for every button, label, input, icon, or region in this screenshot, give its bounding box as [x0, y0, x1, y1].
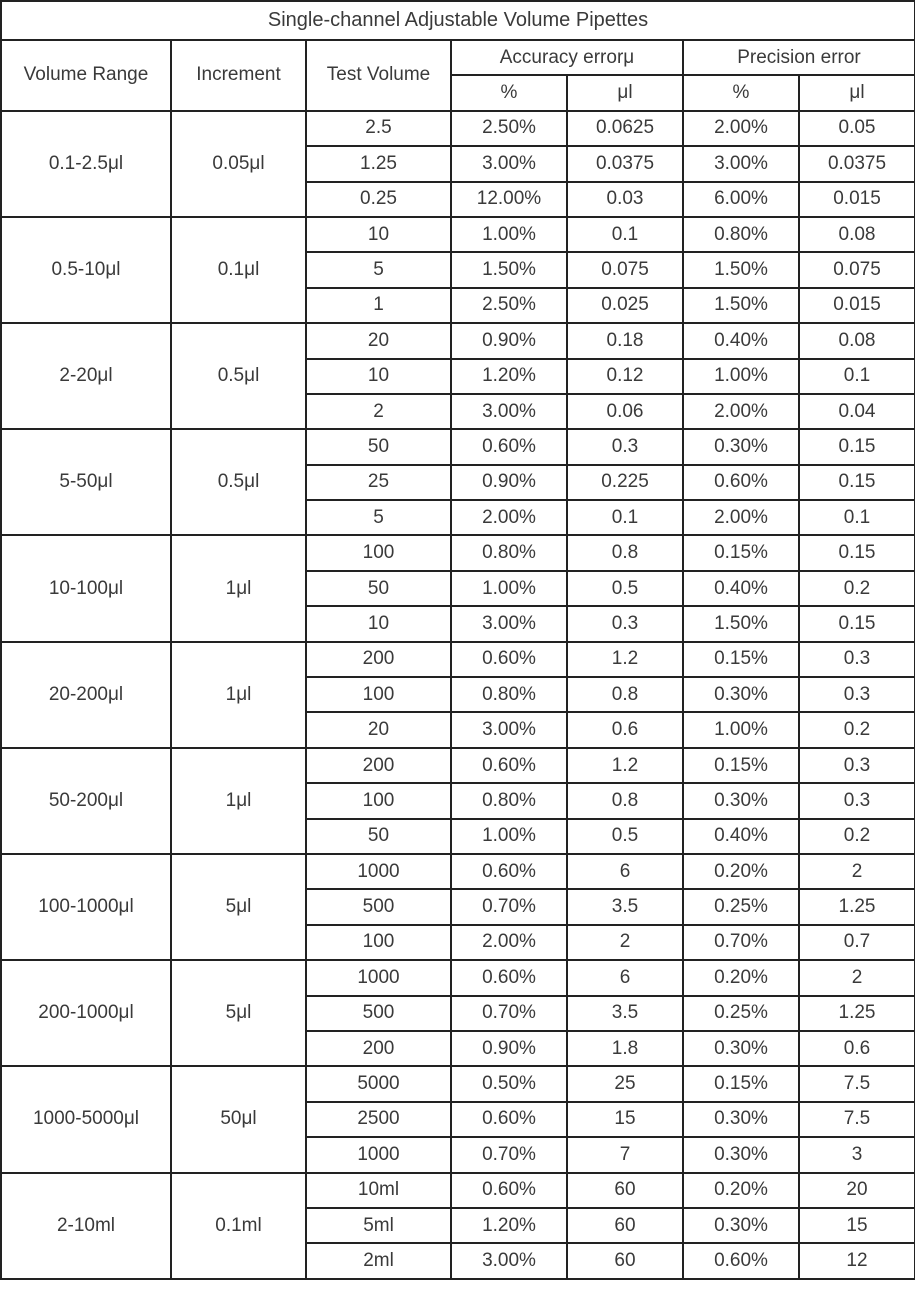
precision-ul-cell: 0.15 [799, 465, 915, 500]
accuracy-percent-cell: 2.00% [451, 500, 567, 535]
accuracy-ul-cell: 0.8 [567, 677, 683, 712]
test-volume-cell: 1000 [306, 1137, 451, 1172]
accuracy-percent-cell: 1.00% [451, 571, 567, 606]
test-volume-cell: 1.25 [306, 146, 451, 181]
increment-cell: 0.1ml [171, 1173, 306, 1279]
test-volume-cell: 10 [306, 217, 451, 252]
precision-percent-cell: 0.30% [683, 1137, 799, 1172]
accuracy-ul-cell: 0.025 [567, 288, 683, 323]
accuracy-percent-cell: 1.00% [451, 217, 567, 252]
test-volume-cell: 50 [306, 571, 451, 606]
precision-ul-cell: 0.3 [799, 783, 915, 818]
increment-cell: 0.5μl [171, 429, 306, 535]
accuracy-percent-cell: 0.60% [451, 642, 567, 677]
precision-ul-cell: 0.04 [799, 394, 915, 429]
accuracy-percent-cell: 3.00% [451, 1243, 567, 1278]
accuracy-percent-cell: 0.50% [451, 1066, 567, 1101]
precision-ul-cell: 2 [799, 854, 915, 889]
precision-percent-cell: 2.00% [683, 500, 799, 535]
precision-percent-cell: 0.70% [683, 925, 799, 960]
precision-percent-cell: 0.25% [683, 889, 799, 924]
accuracy-percent-cell: 1.20% [451, 359, 567, 394]
test-volume-cell: 20 [306, 712, 451, 747]
precision-percent-cell: 0.30% [683, 1102, 799, 1137]
precision-ul-cell: 0.015 [799, 182, 915, 217]
precision-ul-cell: 7.5 [799, 1066, 915, 1101]
precision-percent-cell: 0.15% [683, 535, 799, 570]
precision-ul-cell: 0.2 [799, 712, 915, 747]
table-body [1, 111, 915, 1279]
precision-ul-cell: 0.7 [799, 925, 915, 960]
precision-ul-cell: 0.15 [799, 535, 915, 570]
header-precision-error: Precision error [683, 40, 915, 75]
accuracy-percent-cell: 3.00% [451, 606, 567, 641]
precision-percent-cell: 0.30% [683, 429, 799, 464]
precision-percent-cell: 1.00% [683, 359, 799, 394]
accuracy-ul-cell: 0.12 [567, 359, 683, 394]
test-volume-cell: 1 [306, 288, 451, 323]
increment-cell: 0.1μl [171, 217, 306, 323]
precision-ul-cell: 15 [799, 1208, 915, 1243]
accuracy-percent-cell: 0.60% [451, 854, 567, 889]
accuracy-percent-cell: 0.90% [451, 323, 567, 358]
precision-ul-cell: 0.015 [799, 288, 915, 323]
precision-ul-cell: 12 [799, 1243, 915, 1278]
increment-cell: 0.5μl [171, 323, 306, 429]
increment-cell: 5μl [171, 960, 306, 1066]
accuracy-ul-cell: 0.8 [567, 535, 683, 570]
precision-ul-cell: 0.3 [799, 642, 915, 677]
test-volume-cell: 10 [306, 359, 451, 394]
precision-percent-cell: 0.30% [683, 1208, 799, 1243]
volume-range-cell: 50-200μl [1, 748, 171, 854]
accuracy-ul-cell: 7 [567, 1137, 683, 1172]
accuracy-ul-cell: 0.225 [567, 465, 683, 500]
test-volume-cell: 500 [306, 889, 451, 924]
accuracy-percent-cell: 2.00% [451, 925, 567, 960]
accuracy-ul-cell: 0.3 [567, 606, 683, 641]
accuracy-percent-cell: 1.00% [451, 819, 567, 854]
precision-ul-cell: 0.2 [799, 819, 915, 854]
accuracy-percent-cell: 0.70% [451, 889, 567, 924]
accuracy-ul-cell: 0.5 [567, 571, 683, 606]
precision-ul-cell: 0.0375 [799, 146, 915, 181]
test-volume-cell: 200 [306, 1031, 451, 1066]
volume-range-cell: 1000-5000μl [1, 1066, 171, 1172]
precision-percent-cell: 0.15% [683, 1066, 799, 1101]
precision-percent-cell: 2.00% [683, 111, 799, 146]
accuracy-ul-cell: 0.8 [567, 783, 683, 818]
precision-percent-cell: 0.30% [683, 1031, 799, 1066]
table-row [1, 535, 915, 570]
accuracy-percent-cell: 0.70% [451, 996, 567, 1031]
accuracy-ul-cell: 0.6 [567, 712, 683, 747]
accuracy-ul-cell: 0.5 [567, 819, 683, 854]
header-accuracy-percent: % [451, 75, 567, 110]
test-volume-cell: 100 [306, 925, 451, 960]
accuracy-ul-cell: 60 [567, 1243, 683, 1278]
table-row [1, 960, 915, 995]
accuracy-percent-cell: 3.00% [451, 146, 567, 181]
table-row [1, 217, 915, 252]
accuracy-percent-cell: 0.80% [451, 783, 567, 818]
header-accuracy-error: Accuracy errorμ [451, 40, 683, 75]
table-row [1, 642, 915, 677]
accuracy-ul-cell: 0.075 [567, 252, 683, 287]
precision-percent-cell: 2.00% [683, 394, 799, 429]
accuracy-ul-cell: 60 [567, 1208, 683, 1243]
precision-percent-cell: 0.15% [683, 748, 799, 783]
test-volume-cell: 200 [306, 642, 451, 677]
table-row [1, 1066, 915, 1101]
volume-range-cell: 200-1000μl [1, 960, 171, 1066]
volume-range-cell: 100-1000μl [1, 854, 171, 960]
accuracy-percent-cell: 3.00% [451, 712, 567, 747]
volume-range-cell: 5-50μl [1, 429, 171, 535]
volume-range-cell: 10-100μl [1, 535, 171, 641]
accuracy-percent-cell: 0.80% [451, 535, 567, 570]
precision-percent-cell: 1.50% [683, 606, 799, 641]
increment-cell: 50μl [171, 1066, 306, 1172]
precision-percent-cell: 1.00% [683, 712, 799, 747]
precision-ul-cell: 20 [799, 1173, 915, 1208]
precision-ul-cell: 0.2 [799, 571, 915, 606]
volume-range-cell: 2-20μl [1, 323, 171, 429]
accuracy-percent-cell: 2.50% [451, 288, 567, 323]
accuracy-ul-cell: 2 [567, 925, 683, 960]
accuracy-percent-cell: 1.20% [451, 1208, 567, 1243]
accuracy-percent-cell: 0.80% [451, 677, 567, 712]
accuracy-percent-cell: 0.60% [451, 960, 567, 995]
precision-ul-cell: 0.15 [799, 429, 915, 464]
precision-percent-cell: 0.60% [683, 1243, 799, 1278]
precision-percent-cell: 1.50% [683, 252, 799, 287]
test-volume-cell: 25 [306, 465, 451, 500]
test-volume-cell: 50 [306, 429, 451, 464]
accuracy-percent-cell: 0.90% [451, 465, 567, 500]
test-volume-cell: 2500 [306, 1102, 451, 1137]
accuracy-ul-cell: 0.06 [567, 394, 683, 429]
precision-ul-cell: 3 [799, 1137, 915, 1172]
precision-percent-cell: 0.30% [683, 783, 799, 818]
accuracy-ul-cell: 1.8 [567, 1031, 683, 1066]
precision-percent-cell: 3.00% [683, 146, 799, 181]
test-volume-cell: 0.25 [306, 182, 451, 217]
accuracy-percent-cell: 1.50% [451, 252, 567, 287]
table-row [1, 1173, 915, 1208]
table-row [1, 111, 915, 146]
accuracy-ul-cell: 6 [567, 960, 683, 995]
volume-range-cell: 0.1-2.5μl [1, 111, 171, 217]
increment-cell: 1μl [171, 642, 306, 748]
test-volume-cell: 5000 [306, 1066, 451, 1101]
header-increment: Increment [171, 40, 306, 111]
accuracy-ul-cell: 0.0375 [567, 146, 683, 181]
precision-percent-cell: 0.15% [683, 642, 799, 677]
accuracy-percent-cell: 2.50% [451, 111, 567, 146]
header-accuracy-ul: μl [567, 75, 683, 110]
increment-cell: 0.05μl [171, 111, 306, 217]
volume-range-cell: 20-200μl [1, 642, 171, 748]
precision-ul-cell: 0.1 [799, 500, 915, 535]
header-precision-ul: μl [799, 75, 915, 110]
test-volume-cell: 50 [306, 819, 451, 854]
precision-percent-cell: 0.20% [683, 854, 799, 889]
precision-ul-cell: 1.25 [799, 996, 915, 1031]
test-volume-cell: 2ml [306, 1243, 451, 1278]
precision-percent-cell: 0.40% [683, 819, 799, 854]
accuracy-ul-cell: 0.18 [567, 323, 683, 358]
accuracy-ul-cell: 60 [567, 1173, 683, 1208]
accuracy-ul-cell: 0.0625 [567, 111, 683, 146]
header-volume-range: Volume Range [1, 40, 171, 111]
precision-ul-cell: 0.1 [799, 359, 915, 394]
precision-ul-cell: 0.075 [799, 252, 915, 287]
precision-ul-cell: 0.08 [799, 217, 915, 252]
test-volume-cell: 1000 [306, 854, 451, 889]
test-volume-cell: 2.5 [306, 111, 451, 146]
precision-ul-cell: 7.5 [799, 1102, 915, 1137]
accuracy-ul-cell: 3.5 [567, 889, 683, 924]
test-volume-cell: 10 [306, 606, 451, 641]
precision-percent-cell: 0.40% [683, 571, 799, 606]
test-volume-cell: 100 [306, 783, 451, 818]
test-volume-cell: 10ml [306, 1173, 451, 1208]
accuracy-ul-cell: 0.3 [567, 429, 683, 464]
test-volume-cell: 1000 [306, 960, 451, 995]
precision-percent-cell: 0.80% [683, 217, 799, 252]
accuracy-ul-cell: 1.2 [567, 748, 683, 783]
precision-percent-cell: 0.20% [683, 1173, 799, 1208]
precision-ul-cell: 0.6 [799, 1031, 915, 1066]
accuracy-ul-cell: 0.1 [567, 500, 683, 535]
accuracy-ul-cell: 0.1 [567, 217, 683, 252]
volume-range-cell: 2-10ml [1, 1173, 171, 1279]
precision-percent-cell: 0.30% [683, 677, 799, 712]
precision-percent-cell: 0.60% [683, 465, 799, 500]
increment-cell: 1μl [171, 535, 306, 641]
accuracy-percent-cell: 12.00% [451, 182, 567, 217]
precision-percent-cell: 0.40% [683, 323, 799, 358]
increment-cell: 5μl [171, 854, 306, 960]
header-test-volume: Test Volume [306, 40, 451, 111]
precision-ul-cell: 0.15 [799, 606, 915, 641]
precision-ul-cell: 0.3 [799, 677, 915, 712]
accuracy-percent-cell: 0.60% [451, 748, 567, 783]
test-volume-cell: 100 [306, 535, 451, 570]
precision-ul-cell: 0.3 [799, 748, 915, 783]
accuracy-percent-cell: 0.70% [451, 1137, 567, 1172]
precision-ul-cell: 2 [799, 960, 915, 995]
precision-percent-cell: 1.50% [683, 288, 799, 323]
accuracy-percent-cell: 0.60% [451, 1173, 567, 1208]
accuracy-ul-cell: 6 [567, 854, 683, 889]
accuracy-ul-cell: 25 [567, 1066, 683, 1101]
accuracy-percent-cell: 0.60% [451, 1102, 567, 1137]
table-row [1, 429, 915, 464]
test-volume-cell: 100 [306, 677, 451, 712]
test-volume-cell: 5ml [306, 1208, 451, 1243]
test-volume-cell: 20 [306, 323, 451, 358]
accuracy-ul-cell: 3.5 [567, 996, 683, 1031]
volume-range-cell: 0.5-10μl [1, 217, 171, 323]
precision-ul-cell: 0.05 [799, 111, 915, 146]
test-volume-cell: 5 [306, 252, 451, 287]
test-volume-cell: 200 [306, 748, 451, 783]
precision-percent-cell: 0.25% [683, 996, 799, 1031]
accuracy-percent-cell: 0.90% [451, 1031, 567, 1066]
table-row [1, 748, 915, 783]
precision-ul-cell: 1.25 [799, 889, 915, 924]
accuracy-percent-cell: 0.60% [451, 429, 567, 464]
precision-percent-cell: 0.20% [683, 960, 799, 995]
accuracy-ul-cell: 0.03 [567, 182, 683, 217]
increment-cell: 1μl [171, 748, 306, 854]
precision-ul-cell: 0.08 [799, 323, 915, 358]
test-volume-cell: 5 [306, 500, 451, 535]
precision-percent-cell: 6.00% [683, 182, 799, 217]
accuracy-ul-cell: 1.2 [567, 642, 683, 677]
test-volume-cell: 2 [306, 394, 451, 429]
test-volume-cell: 500 [306, 996, 451, 1031]
table-title: Single-channel Adjustable Volume Pipettes [1, 1, 915, 40]
table-row [1, 323, 915, 358]
accuracy-percent-cell: 3.00% [451, 394, 567, 429]
accuracy-ul-cell: 15 [567, 1102, 683, 1137]
header-precision-percent: % [683, 75, 799, 110]
table-row [1, 854, 915, 889]
